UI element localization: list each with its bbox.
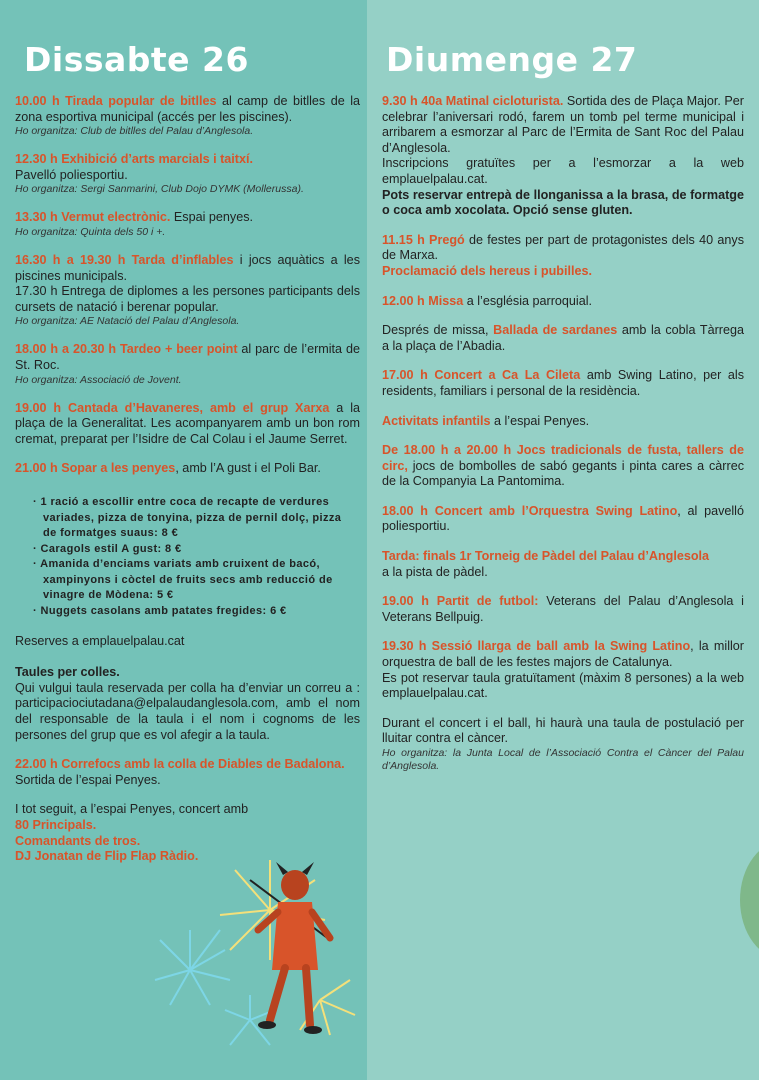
menu-item: · Nuggets casolans amb patates fregides: 6 € (33, 605, 287, 618)
taules-block: Taules per colles. Qui vulgui taula reservada per colla ha d’enviar un correu a : participaciociutadana@elpalaudanglesola.com, amb el nom del responsable de la taula i el nom i cognoms de les persones del grup que es vol afegir a la taula. (15, 665, 360, 742)
event-vermut: 13.30 h Vermut electrònic. Espai penyes. Ho organitza: Quinta dels 50 i +. (15, 210, 254, 238)
event-jocs-tradicionals: De 18.00 h a 20.00 h Jocs tradicionals de fusta, tallers de circ, jocs de bombolles de sabó gegants i pinta cares a càrrec de la Companyia La Pantomima. (382, 443, 744, 489)
menu-item: · Caragols estil A gust: 8 € (33, 542, 182, 555)
menu-item: · 1 ració a escollir entre coca de recapte de verdures variades, pizza de tonyina, pizza de pernil dolç, pizza de formatges suaus: 8 € (33, 495, 342, 540)
trees-cyclists-illustration (734, 810, 759, 1080)
event-bitlles: 10.00 h Tirada popular de bitlles al camp de bitlles de la zona esportiva municipal (accés per les piscines). Ho organitza: Club de bitlles del Palau d’Anglesola. (15, 94, 360, 138)
event-postulacio: Durant el concert i el ball, hi haurà una taula de postulació per lluitar contra el càncer. Ho organitza: la Junta Local de l’Associació Contra el Càncer del Palau d’Anglesola. (382, 715, 744, 772)
event-concert-orquestra: 18.00 h Concert amb l’Orquestra Swing Latino, al pavelló poliesportiu. (382, 503, 744, 534)
event-missa: 12.00 h Missa a l’església parroquial. (382, 293, 593, 308)
tree-left-icon (740, 840, 759, 985)
saturday-schedule (15, 94, 360, 879)
concert-block: I tot seguit, a l’espai Penyes, concert amb 80 Principals. Comandants de tros. DJ Jonatan de Flip Flap Ràdio. (15, 802, 249, 864)
event-prego: 11.15 h Pregó de festes per part de protagonistes dels 40 anys de Marxa. Proclamació dels hereus i pubilles. (382, 232, 744, 278)
reserves-text: Reserves a emplauelpalau.cat (15, 633, 185, 648)
saturday-column (0, 0, 367, 1080)
event-matinal-cicloturista: 9.30 h 40a Matinal cicloturista. Sortida des de Plaça Major. Per celebrar l’aniversari rodó, farem un tomb pel terme municipal i arribarem a esmorzar al Parc de l’Ermita de Sant Roc del Palau d’Anglesola. Inscripcions gratuïtes per a l’esmorzar a la web emplauelpalau.cat. Pots reservar entrepà de llonganissa a la brasa, de formatge o coca amb xocolata. Opció sense gluten. (382, 94, 744, 218)
event-concert-cileta: 17.00 h Concert a Ca La Cileta amb Swing Latino, per als residents, familiars i personal de la residència. (382, 368, 744, 398)
day-title-sunday: Diumenge 27 (386, 40, 638, 79)
sunday-column (367, 0, 759, 1080)
event-havaneres: 19.00 h Cantada d’Havaneres, amb el grup Xarxa a la plaça de la Generalitat. Les acompanyarem amb un bon rom cremat, preparat per l’Isidre de Cal Colau i el Jaume Serret. (15, 400, 361, 446)
firework-blue (155, 930, 275, 1045)
event-arts-marcials: 12.30 h Exhibició d’arts marcials i taitxí. Pavelló poliesportiu. Ho organitza: Sergi Sanmarini, Club Dojo DYMK (Mollerussa). (15, 152, 304, 196)
event-correfocs: 22.00 h Correfocs amb la colla de Diables de Badalona. Sortida de l’espai Penyes. (15, 757, 345, 787)
event-activitats-infantils: Activitats infantils a l’espai Penyes. (382, 413, 590, 428)
event-futbol: 19.00 h Partit de futbol: Veterans del Palau d’Anglesola i Veterans Bellpuig. (382, 594, 744, 624)
day-title-saturday: Dissabte 26 (24, 40, 249, 79)
event-inflables: 16.30 h a 19.30 h Tarda d’inflables i jocs aquàtics a les piscines municipals. 17.30 h Entrega de diplomes a les persones participants dels cursets de natació i berenar popular. Ho organitza: AE Natació del Palau d’Anglesola. (15, 252, 360, 328)
event-tardeo: 18.00 h a 20.30 h Tardeo + beer point al parc de l’ermita de St. Roc. Ho organitza: Associació de Jovent. (15, 342, 360, 386)
event-padel: Tarda: finals 1r Torneig de Pàdel del Palau d’Anglesola a la pista de pàdel. (382, 549, 710, 579)
sunday-schedule (382, 94, 744, 787)
dinner-menu (15, 495, 360, 620)
event-sopar: 21.00 h Sopar a les penyes, amb l’A gust i el Poli Bar. (15, 461, 321, 476)
event-ball: 19.30 h Sessió llarga de ball amb la Swing Latino, la millor orquestra de ball de les festes majors de Catalunya. Es pot reservar taula gratuïtament (màxim 8 persones) a la web emplauelpalau.cat. (382, 639, 745, 701)
menu-item: · Amanida d’enciams variats amb cruixent de bacó, xampinyons i còctel de fruits secs amb reducció de vinagre de Mòdena: 5 € (33, 558, 333, 602)
event-sardanes: Després de missa, Ballada de sardanes amb la cobla Tàrrega a la plaça de l’Abadia. (382, 323, 744, 353)
devil-figure (250, 862, 330, 1034)
